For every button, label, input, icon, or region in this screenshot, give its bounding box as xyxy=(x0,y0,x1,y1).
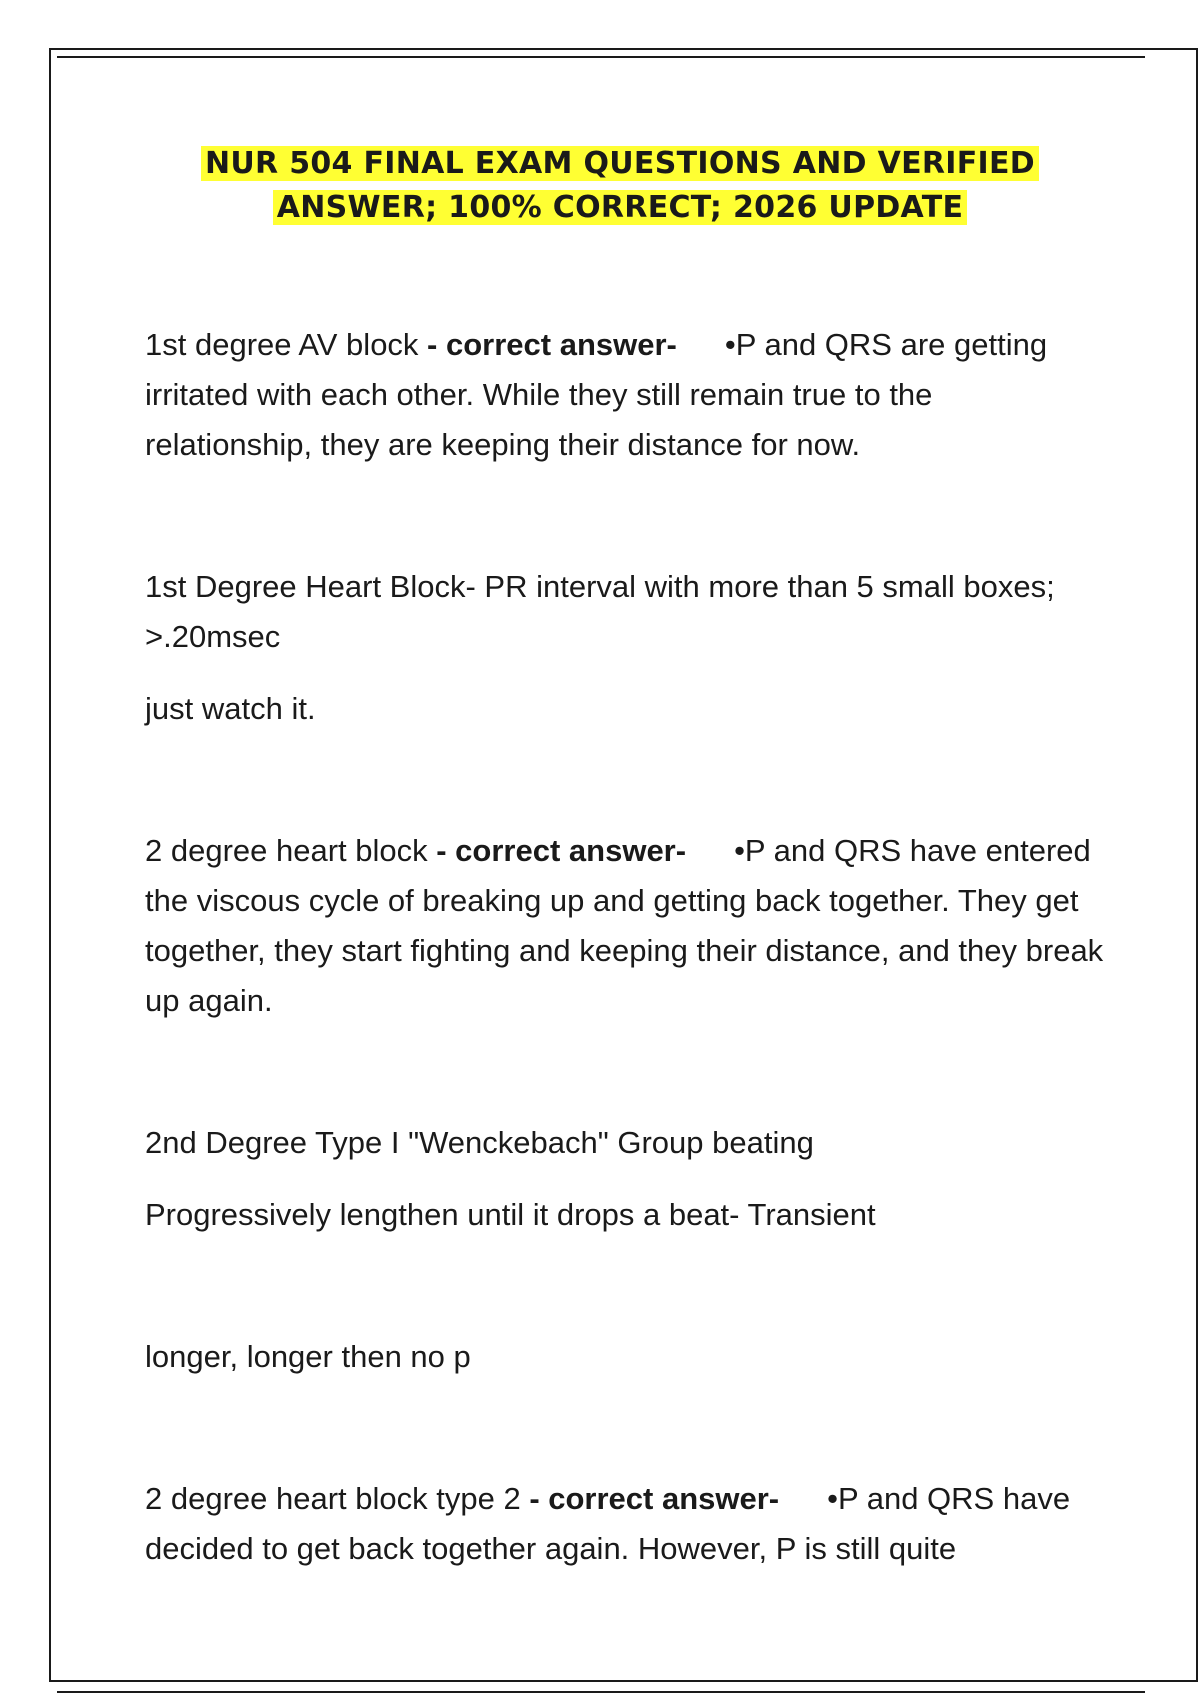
note-entry-1 xyxy=(145,562,1105,662)
document-body xyxy=(145,320,1105,1574)
correct-answer-marker: - correct answer- xyxy=(436,833,687,868)
note-line: 1st Degree Heart Block- PR interval with more than 5 small boxes; >.20msec xyxy=(145,569,1055,654)
answer-text: irritated with each other. While they still remain true to the relationship, they are keeping their distance for now. xyxy=(145,377,933,462)
correct-answer-marker: - correct answer- xyxy=(529,1481,780,1516)
note-line: longer, longer then no p xyxy=(145,1339,471,1374)
top-rule xyxy=(57,56,1145,58)
question-term: 1st degree AV block xyxy=(145,327,428,362)
answer-lead: •P and QRS have xyxy=(734,833,978,868)
document-title xyxy=(100,142,1140,230)
note-line: Progressively lengthen until it drops a beat- Transient xyxy=(145,1197,876,1232)
bottom-rule xyxy=(57,1691,1145,1693)
question-term: 2 degree heart block type 2 xyxy=(145,1481,530,1516)
note-entry-2 xyxy=(145,1118,1105,1168)
title-line-1: NUR 504 FINAL EXAM QUESTIONS AND VERIFIED xyxy=(201,146,1039,181)
note-line: just watch it. xyxy=(145,691,316,726)
note-entry-2-line-2 xyxy=(145,1190,1105,1240)
note-entry-2-line-3 xyxy=(145,1332,1105,1382)
qa-entry-2 xyxy=(145,826,1105,1026)
answer-text: have decided to get back together again. However, P is still quite xyxy=(145,1481,1071,1566)
answer-lead: •P and QRS are getting xyxy=(724,327,1048,362)
question-term: 2 degree heart block xyxy=(145,833,437,868)
qa-entry-1 xyxy=(145,320,1105,470)
title-line-2: ANSWER; 100% CORRECT; 2026 UPDATE xyxy=(273,190,968,225)
qa-entry-3 xyxy=(145,1474,1105,1574)
note-entry-1-line-2 xyxy=(145,684,1105,734)
correct-answer-marker: - correct answer- xyxy=(427,327,677,362)
note-line: 2nd Degree Type I "Wenckebach" Group beating xyxy=(145,1125,814,1160)
answer-text: entered the viscous cycle of breaking up and getting back together. They get together, they start fighting and keeping their distance, and they break up again. xyxy=(145,833,1104,1018)
answer-lead: •P and QRS xyxy=(827,1481,995,1516)
